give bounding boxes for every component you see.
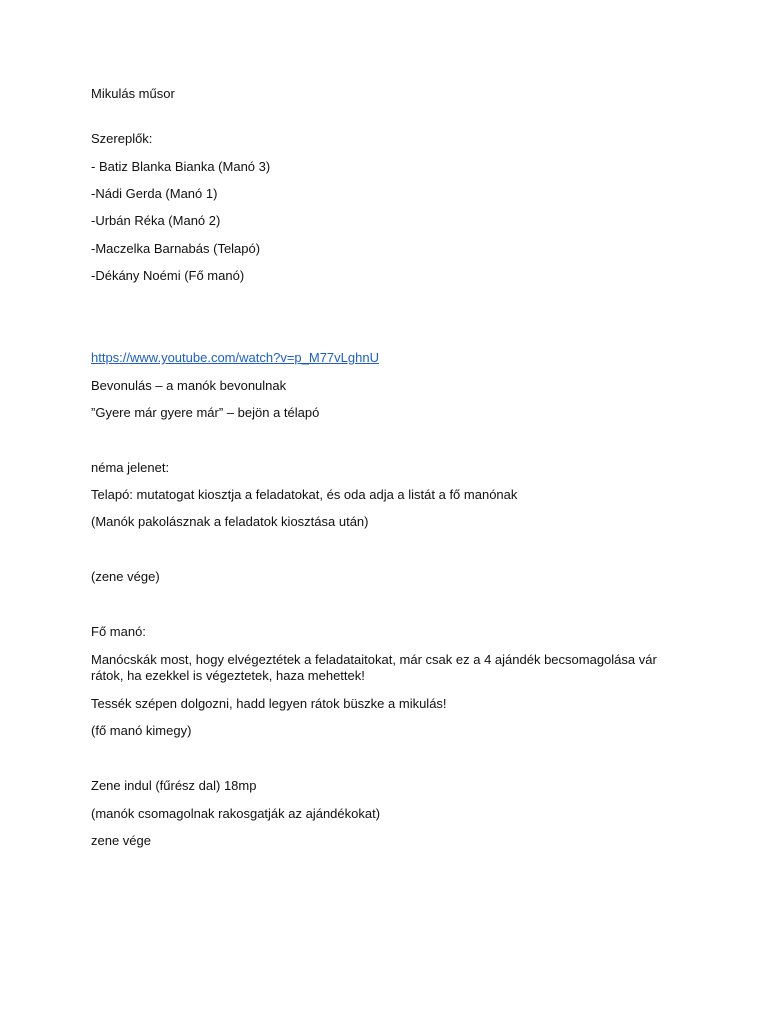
youtube-link[interactable]: https://www.youtube.com/watch?v=p_M77vLghnU	[91, 350, 379, 365]
head-elf-heading: Fő manó:	[91, 624, 146, 639]
cast-member: - Batiz Blanka Bianka (Manó 3)	[91, 159, 271, 174]
music-start-line: Zene indul (fűrész dal) 18mp	[91, 778, 257, 793]
final-music-end-line: zene vége	[91, 833, 151, 848]
elves-packing-line: (Manók pakolásznak a feladatok kiosztása után)	[91, 514, 369, 529]
cast-member: -Urbán Réka (Manó 2)	[91, 213, 221, 228]
silent-scene-heading: néma jelenet:	[91, 460, 170, 475]
head-elf-speech: Manócskák most, hogy elvégeztétek a feladataitokat, már csak ez a 4 ajándék becsomagolása vár rátok, ha ezekkel is végeztetek, haza mehettek!	[91, 652, 657, 683]
cast-member: -Maczelka Barnabás (Telapó)	[91, 241, 261, 256]
cast-heading: Szereplők:	[91, 131, 153, 146]
song-entry-line: ”Gyere már gyere már” – bejön a télapó	[91, 405, 320, 420]
telapo-action-line: Telapó: mutatogat kiosztja a feladatokat, és oda adja a listát a fő manónak	[91, 487, 518, 502]
elves-wrapping-line: (manók csomagolnak rakosgatják az ajándékokat)	[91, 806, 381, 821]
head-elf-exit-line: (fő manó kimegy)	[91, 723, 192, 738]
entrance-line: Bevonulás – a manók bevonulnak	[91, 378, 287, 393]
document-title: Mikulás műsor	[91, 86, 175, 101]
music-end-line: (zene vége)	[91, 569, 160, 584]
head-elf-speech: Tessék szépen dolgozni, hadd legyen rátok büszke a mikulás!	[91, 696, 447, 711]
cast-member: -Nádi Gerda (Manó 1)	[91, 186, 218, 201]
cast-member: -Dékány Noémi (Fő manó)	[91, 268, 245, 283]
